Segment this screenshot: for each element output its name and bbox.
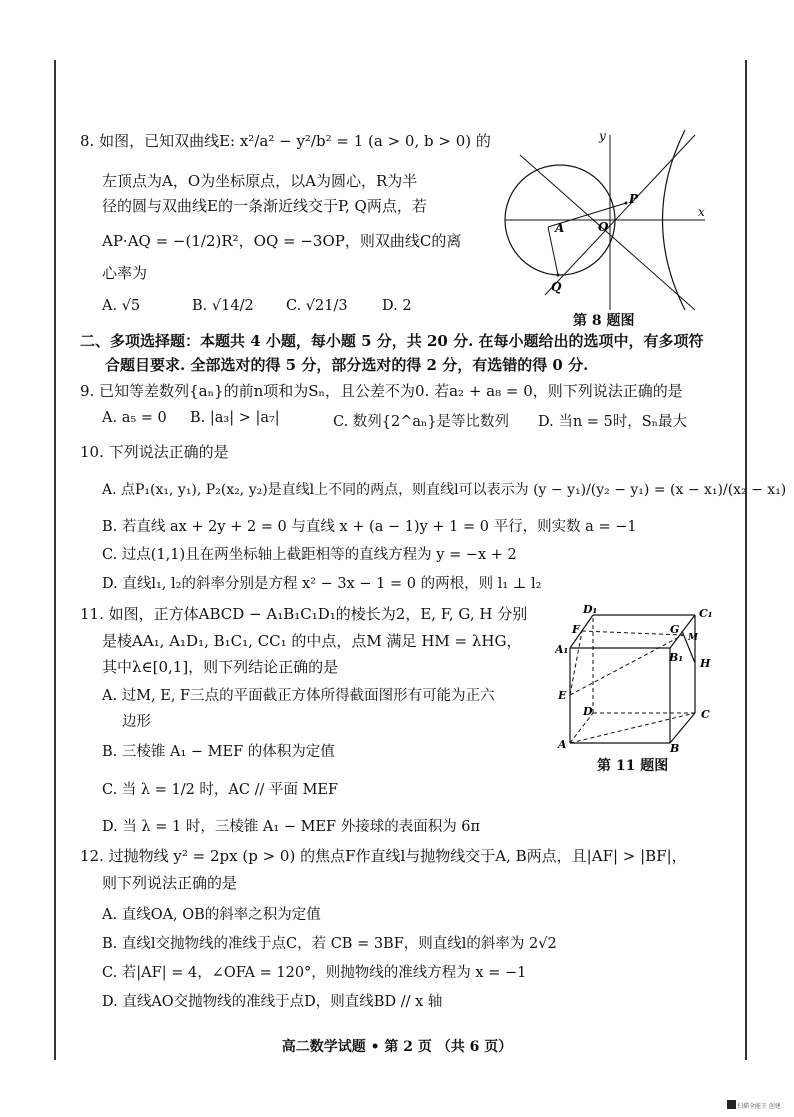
point-p <box>625 202 628 205</box>
label-m: M <box>688 633 698 643</box>
label-d: D <box>583 705 593 718</box>
q11-option-b: B. 三棱锥 A₁ − MEF 的体积为定值 <box>102 744 335 760</box>
q8-line5: 心率为 <box>102 264 148 282</box>
edge-b-c <box>670 713 695 743</box>
q12-option-c: C. 若|AF| = 4，∠OFA = 120°，则抛物线的准线方程为 x = −1 <box>102 965 527 981</box>
q11-line1: 11. 如图，正方体ABCD − A₁B₁C₁D₁的棱长为2，E, F, G, H 分别 <box>80 605 528 623</box>
q8-option-d: D. 2 <box>382 298 412 314</box>
q11-option-a-line2: 边形 <box>122 714 151 730</box>
binding-line-left <box>54 60 56 1060</box>
seg-e-f <box>570 631 582 695</box>
q8-option-b: B. √14/2 <box>192 298 254 314</box>
q12-line2: 则下列说法正确的是 <box>102 874 238 892</box>
label-a1: A₁ <box>555 643 569 656</box>
label-f: F <box>572 623 580 636</box>
seg-f-m <box>582 631 683 635</box>
label-g: G <box>670 623 680 636</box>
q11-figure-caption: 第 11 题图 <box>597 758 669 774</box>
q12-option-b: B. 直线l交抛物线的准线于点C，若 CB = 3BF，则直线l的斜率为 2√2 <box>102 936 557 952</box>
q12-option-a: A. 直线OA, OB的斜率之积为定值 <box>102 907 321 923</box>
q8-line1: 8. 如图，已知双曲线E: x²/a² − y²/b² = 1 (a > 0, b > 0) 的 <box>80 132 491 150</box>
label-c1: C₁ <box>699 607 713 620</box>
q10-option-d: D. 直线l₁, l₂的斜率分别是方程 x² − 3x − 1 = 0 的两根，则 l₁ ⊥ l₂ <box>102 576 542 592</box>
q9-option-c: C. 数列{2^aₙ}是等比数列 <box>333 414 510 430</box>
label-c: C <box>701 708 710 721</box>
q10-option-b: B. 若直线 ax + 2y + 2 = 0 与直线 x + (a − 1)y + 1 = 0 平行，则实数 a = −1 <box>102 519 637 535</box>
section2-line1: 二、多项选择题：本题共 4 小题，每小题 5 分，共 20 分. 在每小题给出的选项中，有多项符 <box>80 332 704 350</box>
q12-line1: 12. 过抛物线 y² = 2px (p > 0) 的焦点F作直线l与抛物线交于A, B两点，且|AF| > |BF|， <box>80 847 687 865</box>
label-o: O <box>598 220 609 234</box>
label-x: x <box>698 205 705 219</box>
q9-stem: 9. 已知等差数列{aₙ}的前n项和为Sₙ，且公差不为0. 若a₂ + a₈ = 0，则下列说法正确的是 <box>80 382 683 400</box>
label-q: Q <box>551 280 562 294</box>
q11-line3: 其中λ∈[0,1]，则下列结论正确的是 <box>102 658 339 676</box>
q11-cube-figure <box>555 603 725 753</box>
q9-option-b: B. |a₃| > |a₇| <box>190 410 280 426</box>
section2-line2: 合题目要求. 全部选对的得 5 分，部分选对的得 2 分，有选错的得 0 分. <box>105 356 589 374</box>
label-a: A <box>555 221 565 235</box>
q10-option-a: A. 点P₁(x₁, y₁), P₂(x₂, y₂)是直线l上不同的两点，则直线l可以表示为 (y − y₁)/(y₂ − y₁) = (x − x₁)/(x₂ − x₁) <box>102 482 787 498</box>
q9-option-d: D. 当n = 5时，Sₙ最大 <box>538 414 687 430</box>
seg-e-m <box>570 635 683 695</box>
label-a: A <box>558 738 567 751</box>
q8-hyperbola-figure <box>500 125 715 315</box>
asymptote-2 <box>545 135 695 295</box>
watermark-qr-icon <box>727 1100 736 1109</box>
binding-line-right <box>745 60 747 1060</box>
label-b: B <box>670 742 680 753</box>
q9-option-a: A. a₅ = 0 <box>102 410 167 426</box>
q8-figure-caption: 第 8 题图 <box>573 313 635 329</box>
q10-stem: 10. 下列说法正确的是 <box>80 443 229 461</box>
q11-line2: 是棱AA₁, A₁D₁, B₁C₁, CC₁ 的中点，点M 满足 HM = λHG， <box>102 632 522 650</box>
q10-option-c: C. 过点(1,1)且在两坐标轴上截距相等的直线方程为 y = −x + 2 <box>102 547 517 563</box>
label-d1: D₁ <box>583 603 598 616</box>
q11-option-d: D. 当 λ = 1 时，三棱锥 A₁ − MEF 外接球的表面积为 6π <box>102 819 481 835</box>
label-b1: B₁ <box>669 651 684 664</box>
q12-option-d: D. 直线AO交抛物线的准线于点D，则直线BD // x 轴 <box>102 994 443 1010</box>
q11-option-a-line1: A. 过M, E, F三点的平面截正方体所得截面图形有可能为正六 <box>102 688 495 704</box>
q11-option-c: C. 当 λ = 1/2 时，AC // 平面 MEF <box>102 782 339 798</box>
point-q <box>557 274 560 277</box>
label-h: H <box>700 657 711 670</box>
watermark-text: 扫描全能王 创建 <box>737 1103 781 1110</box>
q8-line2: 左顶点为A，O为坐标原点，以A为圆心，R为半 <box>102 172 418 190</box>
q8-option-c: C. √21/3 <box>286 298 348 314</box>
q8-line3: 径的圆与双曲线E的一条渐近线交于P, Q两点，若 <box>102 197 427 215</box>
label-e: E <box>558 689 567 702</box>
page-footer: 高二数学试题 • 第 2 页 （共 6 页） <box>281 1039 513 1055</box>
label-p: P <box>629 192 639 206</box>
label-y: y <box>599 129 606 143</box>
q8-option-a: A. √5 <box>102 298 141 314</box>
q8-line4: AP·AQ = −(1/2)R²，OQ = −3OP，则双曲线C的离 <box>102 232 462 250</box>
